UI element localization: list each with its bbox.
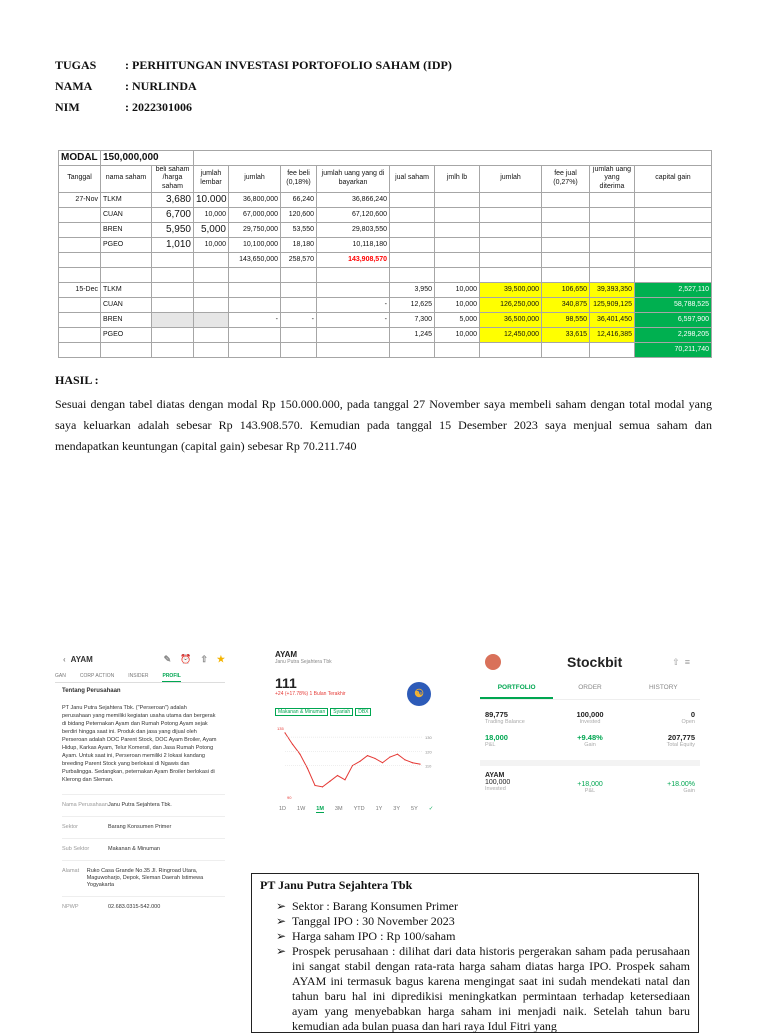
- empty-cell: [435, 222, 480, 237]
- sell-received: 39,393,350: [590, 282, 635, 297]
- info-title: PT Janu Putra Sejahtera Tbk: [260, 878, 413, 892]
- stock-name: TLKM: [101, 282, 152, 297]
- sell-total: 126,250,000: [480, 297, 542, 312]
- empty-cell: [542, 222, 590, 237]
- modal-label: MODAL: [59, 150, 101, 165]
- empty-cell: [635, 207, 712, 222]
- sell-row-amount: [229, 282, 281, 297]
- price-point: [322, 786, 323, 787]
- column-header: beli saham /harga saham: [152, 165, 194, 192]
- column-header: jumlah lembar: [194, 165, 229, 192]
- sell-row-amount: [229, 297, 281, 312]
- sell-received: 12,416,385: [590, 327, 635, 342]
- price-point: [329, 781, 330, 782]
- buy-date: [59, 222, 101, 237]
- buy-lots: 5,000: [194, 222, 229, 237]
- profile-field-value: Janu Putra Sejahtera Tbk.: [108, 802, 172, 808]
- buy-lots: 10.000: [194, 192, 229, 207]
- profile-field: [62, 816, 225, 838]
- sell-row-fee: -: [281, 312, 317, 327]
- right-tick-label: 120: [425, 749, 432, 755]
- empty-cell: [590, 207, 635, 222]
- profile-field-key: Sub Sektor: [62, 846, 90, 852]
- stock-name: TLKM: [101, 192, 152, 207]
- price-point: [382, 762, 383, 763]
- price-point: [344, 779, 345, 780]
- tag-syariah[interactable]: Syariah: [330, 708, 353, 716]
- filter-icon[interactable]: ≡: [684, 656, 690, 667]
- sell-row-paid: [317, 327, 390, 342]
- buy-fee: 120,600: [281, 207, 317, 222]
- sell-date: [59, 312, 101, 327]
- sell-date: [59, 297, 101, 312]
- capital-gain: 2,298,205: [635, 327, 712, 342]
- buy-paid: 10,118,180: [317, 237, 390, 252]
- stock-name: BREN: [101, 312, 152, 327]
- tab-insider[interactable]: INSIDER: [128, 673, 149, 679]
- header-key: NAMA: [55, 79, 93, 93]
- buy-paid: 29,803,550: [317, 222, 390, 237]
- sell-price: 7,300: [390, 312, 435, 327]
- column-header: jumlah uang yang diterima: [590, 165, 635, 192]
- assignment-header: [55, 55, 452, 118]
- buy-fee: 18,180: [281, 237, 317, 252]
- modal-value: 150,000,000: [101, 150, 194, 165]
- buy-price: 3,680: [152, 192, 194, 207]
- price-line-chart: [275, 722, 440, 802]
- sell-price: 12,625: [390, 297, 435, 312]
- company-logo: ☯: [407, 682, 431, 706]
- profile-field-value: Barang Konsumen Primer: [108, 824, 172, 830]
- buy-fee: 53,550: [281, 222, 317, 237]
- check-icon[interactable]: ✓: [428, 806, 434, 812]
- company-info-box: [251, 873, 699, 1033]
- profile-field-value: Ruko Casa Grande No.35 Jl. Ringroad Utara, Maguwoharjo, Depok, Sleman Daerah Istimewa Yogyakarta: [86, 868, 204, 888]
- sell-fee: 340,875: [542, 297, 590, 312]
- stat-label: Total Equity: [666, 742, 695, 748]
- empty-cell: [152, 312, 194, 327]
- range-ytd[interactable]: YTD: [353, 806, 365, 812]
- price-point: [404, 759, 405, 760]
- empty-cell: [590, 192, 635, 207]
- sell-price: 3,950: [390, 282, 435, 297]
- range-3m[interactable]: 3M: [334, 806, 343, 812]
- column-header: jumlah: [229, 165, 281, 192]
- right-tick-label: 110: [425, 763, 432, 769]
- price-point: [374, 758, 375, 759]
- star-icon[interactable]: ★: [216, 653, 225, 664]
- investment-spreadsheet: [58, 146, 711, 358]
- buy-lots: 10,000: [194, 237, 229, 252]
- stock-name: CUAN: [101, 297, 152, 312]
- buy-price: 1,010: [152, 237, 194, 252]
- price-point: [299, 754, 300, 755]
- stock-name: CUAN: [101, 207, 152, 222]
- sell-row-paid: -: [317, 297, 390, 312]
- result-section: [55, 373, 712, 457]
- buy-lots: 10,000: [194, 207, 229, 222]
- chart-price: 111: [275, 675, 297, 691]
- info-item: ➢ Tanggal IPO : 30 November 2023: [276, 914, 690, 929]
- right-tick-label: 130: [425, 735, 432, 741]
- stat-value: 207,775: [667, 733, 695, 742]
- holding-gain-label: Gain: [683, 788, 695, 794]
- empty-cell: [194, 327, 229, 342]
- price-chart-screenshot: [275, 650, 440, 830]
- left-tick-label: 135: [277, 726, 284, 731]
- price-point: [419, 764, 420, 765]
- price-point: [337, 775, 338, 776]
- buy-date: [59, 237, 101, 252]
- tag-dbx[interactable]: DBX: [355, 708, 371, 716]
- column-header: jumlah: [480, 165, 542, 192]
- info-item: ➢ Prospek perusahaan : dilihat dari data historis pergerakan saham pada perusahaan ini sangat stabil dengan rata-rata harga saham diatas harga IPO. Prospek saham AYAM ini termasuk bagus karena mengingat saat ini sudah mendekati natal dan tahun baru hal ini dipredikisi meningkatkan permintaan terhadap ketersediaan ayam yang menyebabkan harga saham ini menjadi naik. Setelah tahun baru kemudian ada bulan puasa dan hari raya Idul Fitri yang: [276, 944, 690, 1034]
- gain-total: 70,211,740: [635, 342, 712, 357]
- empty-cell: [194, 297, 229, 312]
- range-1w[interactable]: 1W: [297, 806, 306, 812]
- tag-sector[interactable]: Makanan & Minuman: [275, 708, 328, 716]
- header-key: NIM: [55, 100, 80, 114]
- chart-company: Janu Putra Sejahtera Tbk: [275, 659, 332, 665]
- holding-invested-label: Invested: [485, 786, 506, 792]
- back-chevron-icon[interactable]: ‹: [63, 654, 66, 664]
- buy-amount: 36,800,000: [229, 192, 281, 207]
- profile-section-title: Tentang Perusahaan: [62, 688, 121, 694]
- holding-pnl-label: P&L: [584, 788, 596, 794]
- range-3y[interactable]: 3Y: [393, 806, 401, 812]
- tab-gan[interactable]: GAN: [55, 673, 66, 679]
- buy-fee: 66,240: [281, 192, 317, 207]
- sell-fee: 98,550: [542, 312, 590, 327]
- sell-row-amount: -: [229, 312, 281, 327]
- buy-amount: 29,750,000: [229, 222, 281, 237]
- sell-received: 125,909,125: [590, 297, 635, 312]
- column-header: fee beli (0,18%): [281, 165, 317, 192]
- header-value: : NURLINDA: [125, 79, 197, 93]
- portfolio-screenshot: [480, 650, 700, 835]
- holding-card[interactable]: [480, 760, 700, 794]
- range-5y[interactable]: 5Y: [411, 806, 418, 812]
- price-point: [352, 765, 353, 766]
- edit-icon[interactable]: ✎: [163, 653, 172, 664]
- holding-gain: +18.00%: [667, 781, 695, 788]
- buy-date: 27-Nov: [59, 192, 101, 207]
- sell-lots: 10,000: [435, 282, 480, 297]
- sell-date: [59, 327, 101, 342]
- tab-history[interactable]: HISTORY: [648, 684, 678, 691]
- chart-change: +24 (+17.78%) 1 Bulan Terakhir: [275, 691, 346, 697]
- price-point: [412, 762, 413, 763]
- stock-name: PGEO: [101, 237, 152, 252]
- profile-field-value: Makanan & Minuman: [108, 846, 160, 852]
- empty-cell: [635, 222, 712, 237]
- avatar[interactable]: [485, 654, 501, 670]
- sell-row-paid: [317, 282, 390, 297]
- sell-total: 36,500,000: [480, 312, 542, 327]
- column-header: capital gain: [635, 165, 712, 192]
- result-paragraph: Sesuai dengan tabel diatas dengan modal Rp 150.000.000, pada tanggal 27 November saya membeli saham dengan total modal yang saya keluarkan adalah sebesar Rp 143.908.570. Kemudian pada tanggal 15 Desember 2023 saya menjual semua saham dan mendapatkan keuntungan (capital gain) sebesar Rp 70.211.740: [55, 397, 712, 453]
- sell-price: 1,245: [390, 327, 435, 342]
- sell-total: 39,500,000: [480, 282, 542, 297]
- price-point: [292, 744, 293, 745]
- empty-cell: [542, 207, 590, 222]
- price-series-line: [285, 733, 420, 787]
- stat-value: 89,775: [485, 710, 508, 719]
- empty-cell: [152, 297, 194, 312]
- holding-invested: 100,000: [485, 779, 511, 786]
- profile-field: [62, 896, 225, 918]
- stat-label: Open: [681, 719, 695, 725]
- sell-row-paid: -: [317, 312, 390, 327]
- profile-field-key: Alamat: [62, 868, 80, 874]
- tab-profil[interactable]: PROFIL: [162, 673, 180, 682]
- stat-label: Trading Balance: [485, 719, 525, 725]
- profile-description: PT Janu Putra Sejahtera Tbk. ("Perseroan") adalah perusahaan yang memiliki kegiatan usaha utama dan bergerak di bidang Peternakan Ayam dan Rumah Potong Ayam sejak berdiri hingga saat ini. Produk dan jasa yang dijual oleh Perseroan adalah DOC Parent Stock, DOC Ayam Broiler, Ayam Hidup, Karkas Ayam, Telur Komersil, dan Jasa Rumah Potong Ayam. Untuk saat ini, Perseroan memiliki 2 lokasi kandang breeding Parent Stock yang berlokasi di Ngawis dan Purbalingga. Sedangkan, peternakan Ayam Broiler berlokasi di Klerong dan Sleman.: [62, 705, 217, 783]
- column-header: nama saham: [101, 165, 152, 192]
- empty-cell: [590, 222, 635, 237]
- empty-cell: [152, 327, 194, 342]
- header-key: TUGAS: [55, 58, 97, 72]
- column-header: fee jual (0,27%): [542, 165, 590, 192]
- column-header: jmlh lb: [435, 165, 480, 192]
- result-title: HASIL :: [55, 373, 99, 387]
- empty-cell: [542, 237, 590, 252]
- empty-cell: [435, 237, 480, 252]
- brand-logo: Stockbit: [567, 654, 623, 670]
- profile-field-key: NPWP: [62, 904, 79, 910]
- capital-gain: 58,788,525: [635, 297, 712, 312]
- tab-order[interactable]: ORDER: [578, 684, 602, 691]
- sell-lots: 5,000: [435, 312, 480, 327]
- stock-name: PGEO: [101, 327, 152, 342]
- holding-pnl: +18,000: [577, 781, 603, 788]
- stat-value: +9.48%: [577, 733, 603, 742]
- sell-row-fee: [281, 327, 317, 342]
- stat-label: Invested: [579, 719, 601, 725]
- buy-total-amount: 143,650,000: [229, 252, 281, 267]
- price-point: [359, 761, 360, 762]
- price-point: [314, 785, 315, 786]
- buy-total-paid: 143,908,570: [317, 252, 390, 267]
- price-point: [367, 755, 368, 756]
- tab-corp-action[interactable]: CORP ACTION: [79, 673, 115, 679]
- sell-row-fee: [281, 282, 317, 297]
- chart-ticker: AYAM: [275, 650, 298, 659]
- column-header: jual saham: [390, 165, 435, 192]
- sell-lots: 10,000: [435, 327, 480, 342]
- buy-date: [59, 207, 101, 222]
- stat-value: 100,000: [576, 710, 604, 719]
- empty-cell: [635, 237, 712, 252]
- range-1m[interactable]: 1M: [316, 806, 324, 812]
- alarm-icon[interactable]: ⏰: [180, 653, 192, 664]
- header-value: : PERHITUNGAN INVESTASI PORTOFOLIO SAHAM (IDP): [125, 58, 452, 72]
- empty-cell: [542, 192, 590, 207]
- info-item: ➢ Harga saham IPO : Rp 100/saham: [276, 929, 690, 944]
- column-header: Tanggal: [59, 165, 101, 192]
- holding-ticker: AYAM: [485, 772, 505, 779]
- range-1d[interactable]: 1D: [279, 806, 287, 812]
- empty-cell: [480, 237, 542, 252]
- column-header: jumlah uang yang di bayarkan: [317, 165, 390, 192]
- stat-value: 0: [690, 710, 695, 719]
- empty-cell: [480, 192, 542, 207]
- empty-cell: [152, 282, 194, 297]
- sell-fee: 106,650: [542, 282, 590, 297]
- empty-cell: [480, 222, 542, 237]
- price-point: [397, 754, 398, 755]
- profile-field: [62, 860, 225, 896]
- profile-field-key: Sektor: [62, 824, 78, 830]
- buy-paid: 67,120,600: [317, 207, 390, 222]
- buy-price: 6,700: [152, 207, 194, 222]
- bottom-tick-label: 90: [287, 795, 292, 800]
- profile-ticker: AYAM: [70, 654, 93, 664]
- empty-cell: [390, 192, 435, 207]
- empty-cell: [635, 192, 712, 207]
- tab-portfolio[interactable]: PORTFOLIO: [480, 684, 553, 699]
- profile-field: [62, 794, 225, 816]
- range-1y[interactable]: 1Y: [375, 806, 383, 812]
- sell-fee: 33,615: [542, 327, 590, 342]
- empty-cell: [390, 237, 435, 252]
- info-item: ➢ Sektor : Barang Konsumen Primer: [276, 899, 690, 914]
- stock-name: BREN: [101, 222, 152, 237]
- profile-field: [62, 838, 225, 860]
- capital-gain: 2,527,110: [635, 282, 712, 297]
- price-point: [284, 732, 285, 733]
- empty-cell: [590, 237, 635, 252]
- buy-total-fee: 258,570: [281, 252, 317, 267]
- sell-received: 36,401,450: [590, 312, 635, 327]
- empty-cell: [480, 207, 542, 222]
- empty-cell: [435, 192, 480, 207]
- share-icon[interactable]: ⇧: [672, 656, 680, 667]
- buy-amount: 67,000,000: [229, 207, 281, 222]
- sell-row-fee: [281, 297, 317, 312]
- empty-cell: [390, 207, 435, 222]
- empty-cell: [194, 312, 229, 327]
- sell-lots: 10,000: [435, 297, 480, 312]
- sell-row-amount: [229, 327, 281, 342]
- price-point: [389, 756, 390, 757]
- buy-amount: 10,100,000: [229, 237, 281, 252]
- header-value: : 2022301006: [125, 100, 192, 114]
- stat-label: P&L: [485, 742, 496, 748]
- share-icon[interactable]: ⇧: [200, 653, 208, 664]
- empty-cell: [194, 282, 229, 297]
- stat-label: Gain: [584, 742, 596, 748]
- capital-gain: 6,597,900: [635, 312, 712, 327]
- buy-paid: 36,866,240: [317, 192, 390, 207]
- company-profile-screenshot: [55, 645, 225, 965]
- sell-date: 15-Dec: [59, 282, 101, 297]
- empty-cell: [435, 207, 480, 222]
- buy-price: 5,950: [152, 222, 194, 237]
- price-point: [307, 768, 308, 769]
- profile-field-key: Nama Perusahaan: [62, 802, 108, 808]
- stat-value: 18,000: [485, 733, 508, 742]
- sell-total: 12,450,000: [480, 327, 542, 342]
- empty-cell: [390, 222, 435, 237]
- profile-field-value: 02.683.0315-542.000: [108, 904, 161, 910]
